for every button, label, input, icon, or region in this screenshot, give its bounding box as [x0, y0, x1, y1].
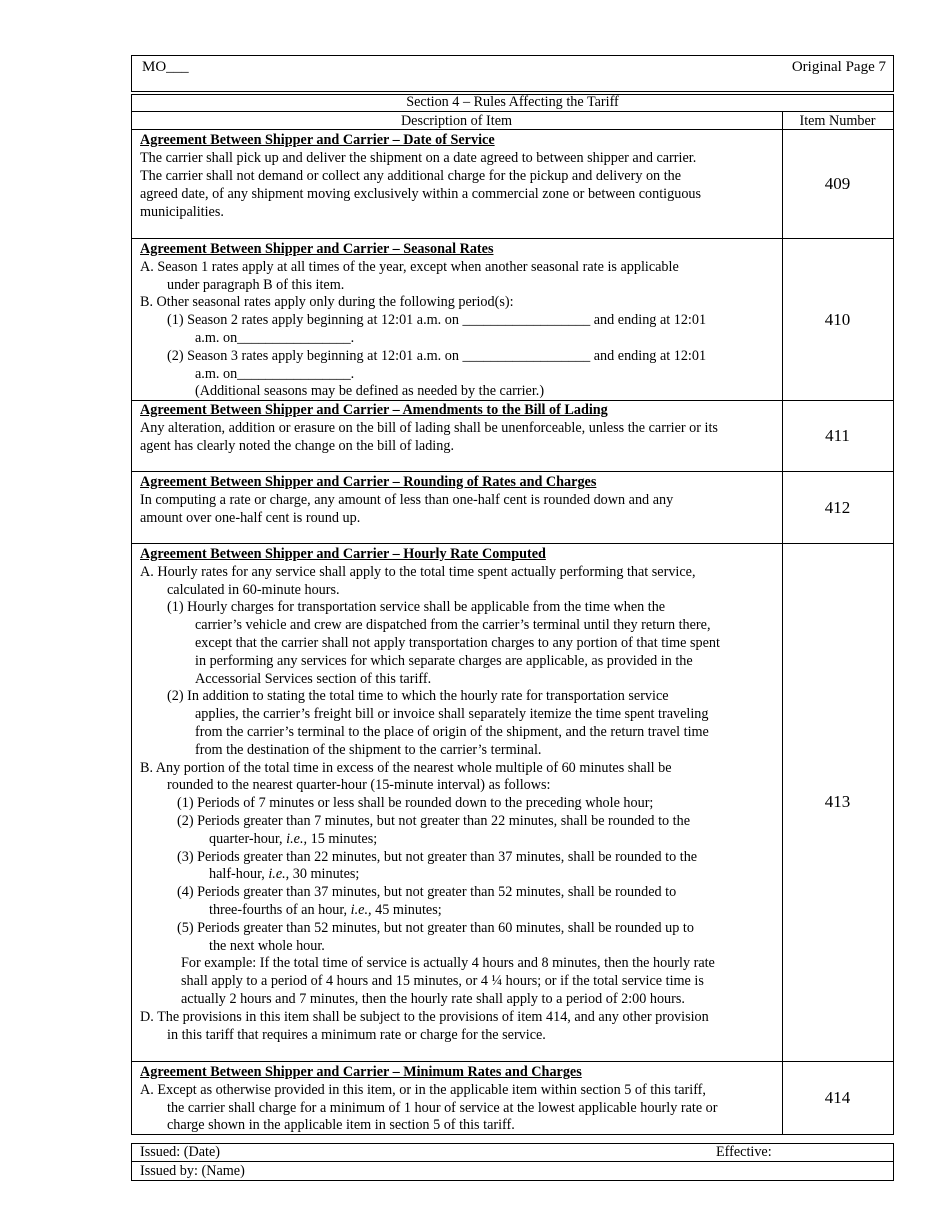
item-410-number: 410	[824, 310, 851, 329]
item-413-line: except that the carrier shall not apply transportation charges to any portion of that time spent	[195, 635, 720, 651]
item-412-line: In computing a rate or charge, any amount of less than one-half cent is rounded down and any	[140, 492, 674, 508]
header-box	[131, 55, 894, 92]
item-413-line: Accessorial Services section of this tariff.	[195, 671, 432, 687]
item-413-line: actually 2 hours and 7 minutes, then the hourly rate shall apply to a period of 2:00 hours.	[181, 991, 685, 1007]
item-413-number: 413	[824, 792, 851, 811]
item-410-line: B. Other seasonal rates apply only during the following period(s):	[140, 294, 514, 310]
footer-box	[131, 1143, 894, 1181]
item-411-number: 411	[825, 426, 850, 445]
issued-by: Issued by: (Name)	[140, 1163, 245, 1179]
item-413-line: shall apply to a period of 4 hours and 15 minutes, or 4 ¼ hours; or if the total service time is	[181, 973, 704, 989]
item-409-line: The carrier shall not demand or collect any additional charge for the pickup and delivery on the	[140, 168, 682, 184]
item-413-line: from the destination of the shipment to the carrier’s terminal.	[195, 742, 542, 758]
item-409-number: 409	[824, 174, 851, 193]
item-413-line: (1) Hourly charges for transportation service shall be applicable from the time when the	[167, 599, 666, 615]
item-413-line: (5) Periods greater than 52 minutes, but not greater than 60 minutes, shall be rounded up to	[177, 920, 694, 936]
item-411-line: Any alteration, addition or erasure on the bill of lading shall be unenforceable, unless the carrier or its	[140, 420, 718, 436]
item-413-line: A. Hourly rates for any service shall apply to the total time spent actually performing that service,	[140, 564, 696, 580]
item-413-line: quarter-hour, i.e., 15 minutes;	[209, 831, 378, 847]
item-414-line: A. Except as otherwise provided in this item, or in the applicable item within section 5 of this tariff,	[140, 1082, 706, 1098]
item-410-line: (Additional seasons may be defined as needed by the carrier.)	[195, 383, 545, 399]
item-413-line: calculated in 60-minute hours.	[167, 582, 340, 598]
item-413-line: carrier’s vehicle and crew are dispatched from the carrier’s terminal until they return there,	[195, 617, 711, 633]
item-410-heading: Agreement Between Shipper and Carrier – Seasonal Rates	[140, 241, 494, 257]
divider	[131, 238, 894, 239]
item-411-heading: Agreement Between Shipper and Carrier – Amendments to the Bill of Lading	[140, 402, 608, 418]
section-title: Section 4 – Rules Affecting the Tariff	[406, 94, 619, 110]
divider	[131, 471, 894, 472]
item-413-line: the next whole hour.	[209, 938, 325, 954]
item-410-line: (1) Season 2 rates apply beginning at 12:01 a.m. on __________________ and ending at 12:01	[167, 312, 707, 328]
item-414-number: 414	[824, 1088, 851, 1107]
item-413-line: (4) Periods greater than 37 minutes, but not greater than 52 minutes, shall be rounded to	[177, 884, 677, 900]
divider	[131, 1061, 894, 1062]
item-409-line: The carrier shall pick up and deliver the shipment on a date agreed to between shipper and carrier.	[140, 150, 697, 166]
item-413-line: (1) Periods of 7 minutes or less shall be rounded down to the preceding whole hour;	[177, 795, 654, 811]
item-413-line: in this tariff that requires a minimum rate or charge for the service.	[167, 1027, 546, 1043]
item-410-line: a.m. on________________.	[195, 366, 355, 382]
item-409-heading: Agreement Between Shipper and Carrier – Date of Service	[140, 132, 495, 148]
item-413-line: applies, the carrier’s freight bill or invoice shall separately itemize the time spent traveling	[195, 706, 709, 722]
item-410-line: (2) Season 3 rates apply beginning at 12:01 a.m. on __________________ and ending at 12:01	[167, 348, 707, 364]
item-410-line: A. Season 1 rates apply at all times of the year, except when another seasonal rate is applicable	[140, 259, 679, 275]
item-411-line: agent has clearly noted the change on the bill of lading.	[140, 438, 454, 454]
item-413-line: three-fourths of an hour, i.e., 45 minutes;	[209, 902, 442, 918]
item-413-line: half-hour, i.e., 30 minutes;	[209, 866, 360, 882]
column-description: Description of Item	[400, 113, 513, 129]
item-413-line: in performing any services for which separate charges are applicable, as provided in the	[195, 653, 693, 669]
item-413-line: D. The provisions in this item shall be subject to the provisions of item 414, and any other provision	[140, 1009, 709, 1025]
item-412-heading: Agreement Between Shipper and Carrier – Rounding of Rates and Charges	[140, 474, 597, 490]
item-413-line: B. Any portion of the total time in excess of the nearest whole multiple of 60 minutes shall be	[140, 760, 672, 776]
item-409-line: municipalities.	[140, 204, 224, 220]
item-414-line: the carrier shall charge for a minimum of 1 hour of service at the lowest applicable hourly rate or	[167, 1100, 718, 1116]
item-413-heading: Agreement Between Shipper and Carrier – Hourly Rate Computed	[140, 546, 546, 562]
item-410-line: under paragraph B of this item.	[167, 277, 345, 293]
divider	[131, 543, 894, 544]
item-412-number: 412	[824, 498, 851, 517]
item-412-line: amount over one-half cent is round up.	[140, 510, 361, 526]
item-414-heading: Agreement Between Shipper and Carrier – Minimum Rates and Charges	[140, 1064, 582, 1080]
item-413-line: rounded to the nearest quarter-hour (15-minute interval) as follows:	[167, 777, 551, 793]
item-409-line: agreed date, of any shipment moving exclusively within a commercial zone or between contiguous	[140, 186, 702, 202]
tariff-code: MO___	[142, 59, 189, 75]
item-413-line: (2) Periods greater than 7 minutes, but not greater than 22 minutes, shall be rounded to the	[177, 813, 690, 829]
item-413-line: from the carrier’s terminal to the place of origin of the shipment, and the return travel time	[195, 724, 709, 740]
page-number: Original Page 7	[791, 59, 886, 75]
item-413-line: For example: If the total time of service is actually 4 hours and 8 minutes, then the hourly rate	[181, 955, 715, 971]
item-414-line: charge shown in the applicable item in section 5 of this tariff.	[167, 1117, 515, 1133]
divider	[131, 1161, 894, 1162]
issued-date: Issued: (Date)	[140, 1144, 220, 1160]
effective-date: Effective:	[716, 1144, 772, 1160]
item-413-line: (3) Periods greater than 22 minutes, but not greater than 37 minutes, shall be rounded to the	[177, 849, 698, 865]
divider	[131, 129, 894, 130]
column-divider	[782, 111, 783, 1135]
item-413-line: (2) In addition to stating the total time to which the hourly rate for transportation service	[167, 688, 669, 704]
column-item-number: Item Number	[799, 113, 876, 129]
item-410-line: a.m. on________________.	[195, 330, 355, 346]
